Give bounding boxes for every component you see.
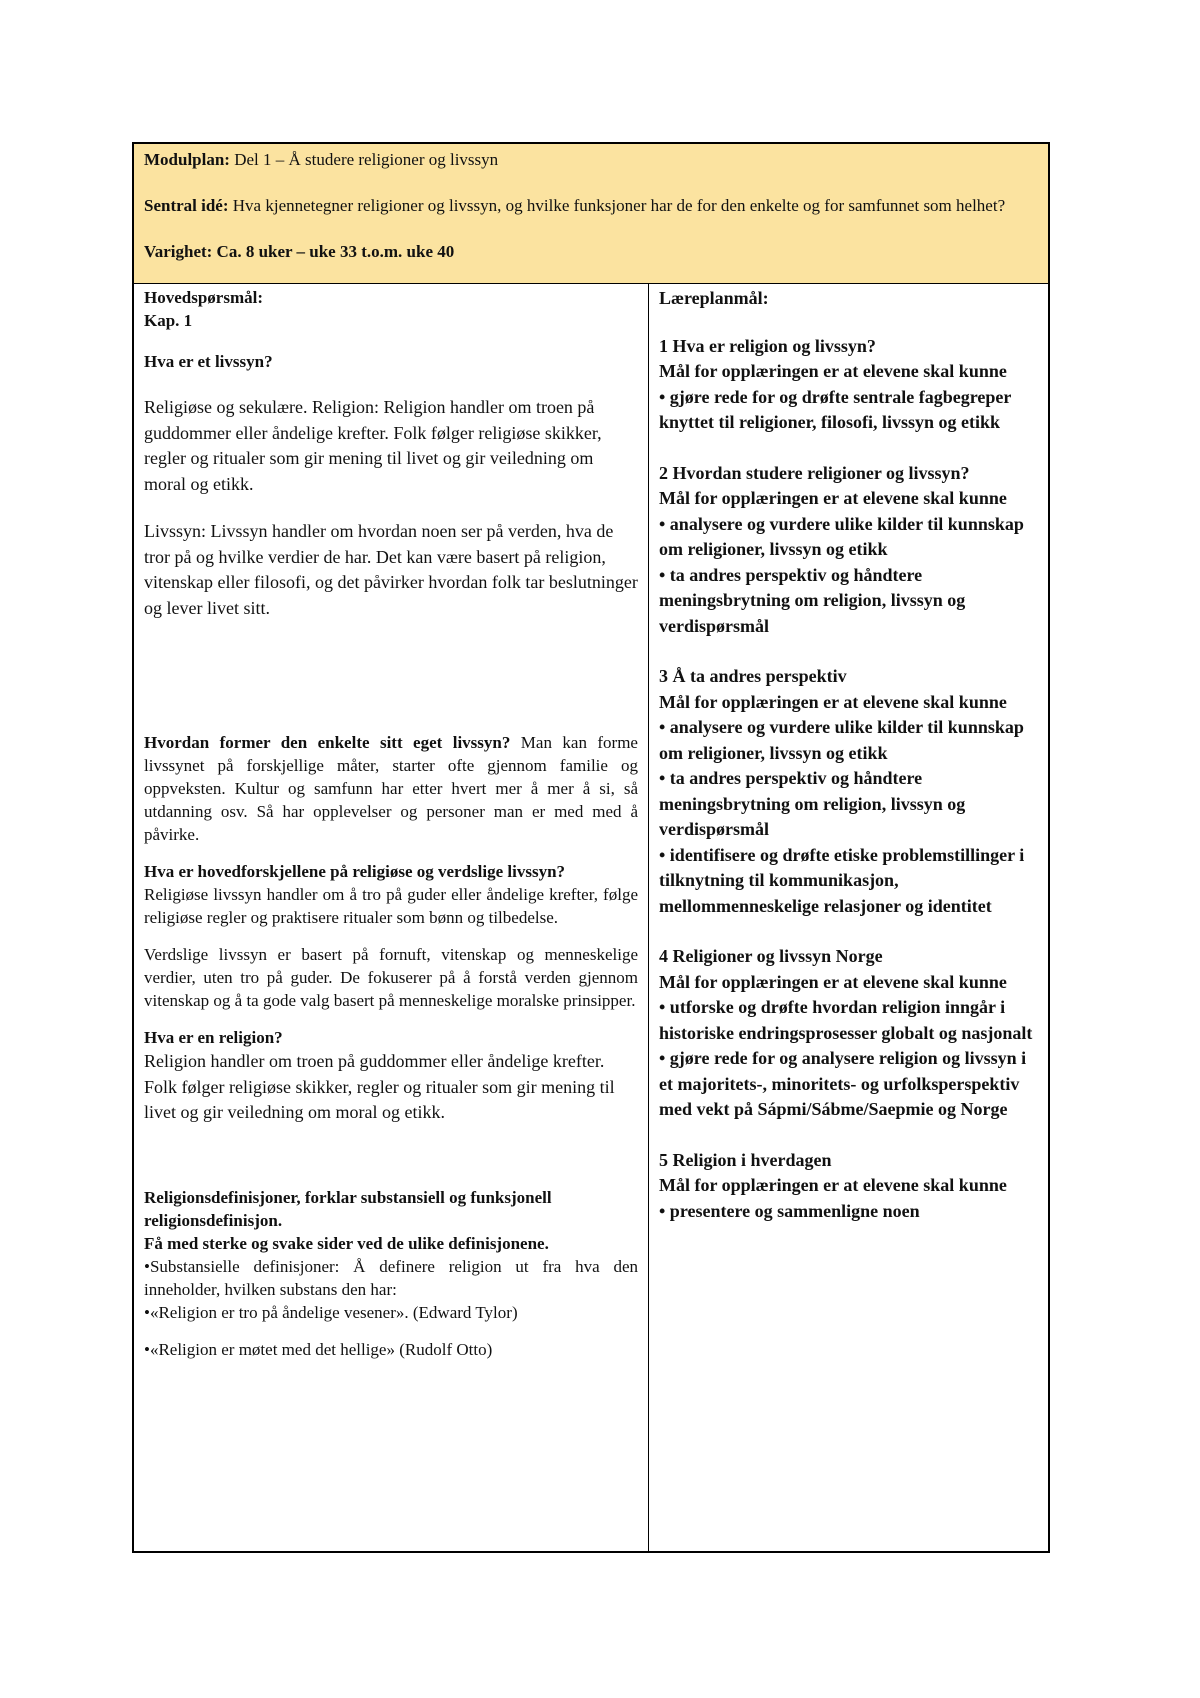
question-religion: Hva er en religion? [144,1028,283,1047]
right-column [649,284,1048,1551]
goal-bullet: • identifisere og drøfte etiske problemstillinger i tilknytning til kommunikasjon, mellommenneskelige relasjoner og identitet [659,844,1025,916]
goal-title: 4 Religioner og livssyn Norge [659,946,883,966]
sentral-ide-label: Sentral idé: [144,196,229,215]
goal-section-2 [659,461,1038,640]
modulplan-value: Del 1 – Å studere religioner og livssyn [229,150,499,169]
paragraph-verdslige-livssyn: Verdslige livssyn er basert på fornuft, vitenskap og menneskelige verdier, uten tro på guder. De fokuserer på å forstå verden gjennom vitenskap og å ta gode valg basert på menneskelige moralske prinsipper. [144,945,638,1010]
list-item-tylor: •«Religion er tro på åndelige vesener». (Edward Tylor) [144,1302,518,1322]
goal-intro: Mål for opplæringen er at elevene skal kunne [659,488,1007,508]
goal-bullet: • utforske og drøfte hvordan religion inngår i historiske endringsprosesser globalt og nasjonalt [659,997,1033,1043]
goal-section-4 [659,944,1038,1123]
varighet-line [144,240,1038,263]
list-item-otto: •«Religion er møtet med det hellige» (Rudolf Otto) [144,1339,493,1359]
goal-bullet: • presentere og sammenligne noen [659,1200,920,1221]
goal-intro: Mål for opplæringen er at elevene skal kunne [659,1175,1007,1195]
goal-title: 5 Religion i hverdagen [659,1149,832,1170]
goal-bullet: • ta andres perspektiv og håndtere meningsbrytning om religion, livssyn og verdispørsmål [659,768,966,839]
module-plan-table [132,142,1050,1553]
table-header [134,144,1048,284]
goal-intro: Mål for opplæringen er at elevene skal kunne [659,971,1007,992]
goal-section-3 [659,664,1038,919]
goal-bullet: • analysere og vurdere ulike kilder til kunnskap om religioner, livssyn og etikk [659,513,1024,559]
sentral-ide-value: Hva kjennetegner religioner og livssyn, og hvilke funksjoner har de for den enkelte og for samfunnet som helhet? [228,196,1006,215]
question-religionsdefinisjoner: Religionsdefinisjoner, forklar substansiell og funksjonell religionsdefinisjon. [144,1187,552,1230]
goal-bullet: • gjøre rede for og drøfte sentrale fagbegreper knyttet til religioner, filosofi, livssyn og etikk [659,386,1012,432]
list-item-substansielle: •Substansielle definisjoner: Å definere religion ut fra hva den inneholder, hvilken substans den har: [144,1256,638,1299]
paragraph-religiose-sekulaere: Religiøse og sekulære. Religion: Religion handler om troen på guddommer eller åndelige krefter. Folk følger religiøse skikker, regler og ritualer som gir mening til livet og gir veiledning om moral og etikk. [144,397,602,494]
question-hovedforskjeller: Hva er hovedforskjellene på religiøse og verdslige livssyn? [144,862,566,881]
modulplan-label: Modulplan: [144,150,230,169]
hovedsporsmal-heading: Hovedspørsmål: [144,288,263,307]
goal-title: 3 Å ta andres perspektiv [659,666,847,686]
goal-intro: Mål for opplæringen er at elevene skal kunne [659,691,1007,712]
paragraph-religion: Religion handler om troen på guddommer eller åndelige krefter. Folk følger religiøse skikker, regler og ritualer som gir mening til livet og gir veiledning om moral og etikk. [144,1051,615,1122]
laereplanmal-heading: Læreplanmål: [659,288,769,308]
goal-bullet: • ta andres perspektiv og håndtere meningsbrytning om religion, livssyn og verdispørsmål [659,564,966,636]
modulplan-line [144,148,1038,171]
goal-section-5 [659,1148,1038,1225]
goal-title: 2 Hvordan studere religioner og livssyn? [659,462,970,483]
varighet-text: Varighet: Ca. 8 uker – uke 33 t.o.m. uke 40 [144,242,455,261]
paragraph-religiose-livssyn: Religiøse livssyn handler om å tro på guder eller åndelige krefter, følge religiøse regler og praktisere ritualer som bønn og tilbedelse. [144,885,638,927]
sentral-ide-line [144,194,1038,217]
paragraph-livssyn: Livssyn: Livssyn handler om hvordan noen ser på verden, hva de tror på og hvilke verdier de har. Det kan være basert på religion, vitenskap eller filosofi, og det påvirker hvordan folk tar beslutninger og lever livet sitt. [144,521,638,618]
goal-intro: Mål for opplæringen er at elevene skal kunne [659,361,1007,381]
question-forme-livssyn: Hvordan former den enkelte sitt eget livssyn? Man kan forme livssynet på forskjellige måter, starter ofte gjennom familie og oppveksten. Kultur og samfunn har etter hvert mer å mer å si, så utdanning osv. Så har opplevelser og personer man er med med å påvirke. [144,733,638,844]
goal-bullet: • analysere og vurdere ulike kilder til kunnskap om religioner, livssyn og etikk [659,717,1024,763]
instruction-sterke-svake: Få med sterke og svake sider ved de ulike definisjonene. [144,1233,549,1253]
kap-heading: Kap. 1 [144,311,193,330]
goal-bullet: • gjøre rede for og analysere religion og livssyn i et majoritets-, minoritets- og urfolksperspektiv med vekt på Sápmi/Sábme/Saepmie og Norge [659,1048,1027,1119]
goal-section-1 [659,334,1038,436]
question-livssyn: Hva er et livssyn? [144,352,273,371]
goal-title: 1 Hva er religion og livssyn? [659,335,876,356]
left-column [134,284,649,1551]
